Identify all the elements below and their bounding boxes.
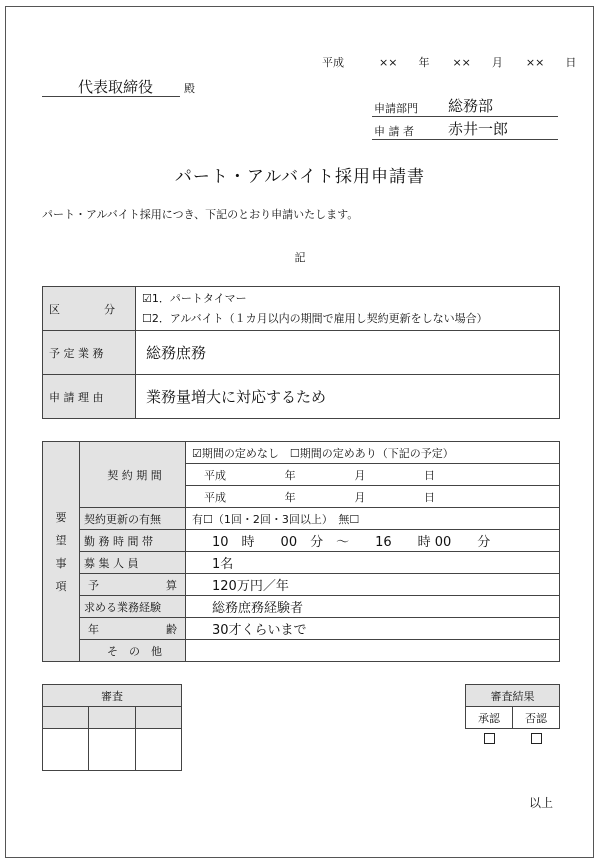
duty-value: 総務庶務 (136, 331, 560, 375)
document-title: パート・アルバイト採用申請書 (174, 167, 426, 187)
lead-sentence: パート・アルバイト採用につき、下記のとおり申請いたします。 (42, 208, 359, 221)
renewal-value: 有☐（1回・2回・3回以上） 無☐ (186, 508, 560, 530)
date-year-unit: 年 (418, 56, 430, 69)
review-result-table (465, 684, 560, 751)
experience-value: 総務庶務経験者 (186, 596, 560, 618)
budget-value: 120万円／年 (186, 574, 560, 596)
date-day: ×× (525, 56, 545, 69)
date-era: 平成 (322, 56, 344, 69)
date-month: ×× (452, 56, 471, 69)
people-label: 募 集 人 員 (80, 552, 186, 574)
department-value: 総務部 (448, 97, 494, 115)
reason-value: 業務量増大に対応するため (136, 375, 560, 419)
ki-marker: 記 (294, 251, 306, 264)
approve-checkbox-cell (466, 729, 513, 751)
date-year: ×× (379, 56, 398, 69)
category-option-arbeit: ☐2．アルバイト（１カ月以内の期間で雇用し契約更新をしない場合） (142, 311, 488, 325)
budget-label: 予 算 (80, 574, 186, 596)
reason-label: 申 請 理 由 (43, 375, 136, 419)
contract-period-label: 契 約 期 間 (80, 442, 186, 508)
review-stamp-header-3 (135, 707, 181, 729)
reject-checkbox[interactable] (531, 733, 542, 744)
date-day-unit: 日 (565, 56, 577, 69)
review-stamp-header-1 (43, 707, 89, 729)
review-stamp-2 (89, 729, 135, 771)
people-value: 1名 (186, 552, 560, 574)
review-stamp-3 (135, 729, 181, 771)
reject-checkbox-cell (513, 729, 560, 751)
closing-ijo: 以上 (529, 796, 554, 810)
other-label: そ の 他 (80, 640, 186, 662)
hours-value: 10 時 00 分 ～ 16 時 00 分 (186, 530, 560, 552)
addressee: 代表取締役 (78, 78, 154, 96)
age-label: 年 齢 (80, 618, 186, 640)
application-summary-table (42, 286, 560, 419)
application-date (322, 54, 576, 70)
review-label: 審査 (43, 685, 182, 707)
approve-checkbox[interactable] (484, 733, 495, 744)
contract-period-option: ☑期間の定めなし ☐期間の定めあり（下記の予定） (186, 442, 560, 464)
reject-label: 否認 (513, 707, 560, 729)
review-table (42, 684, 182, 771)
category-label: 区 分 (43, 287, 136, 331)
period-row-1: 平成 年 月 日 (186, 464, 560, 486)
applicant-value: 赤井一郎 (448, 120, 509, 138)
review-stamp-1 (43, 729, 89, 771)
other-value (186, 640, 560, 662)
result-label: 審査結果 (466, 685, 560, 707)
category-option-part-timer: ☑1．パートタイマー (142, 291, 247, 305)
date-month-unit: 月 (491, 56, 503, 69)
age-value: 30才くらいまで (186, 618, 560, 640)
approve-label: 承認 (466, 707, 513, 729)
review-stamp-header-2 (89, 707, 135, 729)
requirements-side-label: 要 望 事 項 (43, 442, 80, 662)
period-row-2: 平成 年 月 日 (186, 486, 560, 508)
department-label: 申請部門 (374, 102, 418, 115)
applicant-label: 申 請 者 (374, 125, 414, 138)
experience-label: 求める業務経験 (80, 596, 186, 618)
hours-label: 勤 務 時 間 帯 (80, 530, 186, 552)
category-options (136, 287, 560, 331)
requirements-table (42, 441, 560, 662)
renewal-label: 契約更新の有無 (80, 508, 186, 530)
addressee-suffix: 殿 (184, 82, 195, 95)
duty-label: 予 定 業 務 (43, 331, 136, 375)
